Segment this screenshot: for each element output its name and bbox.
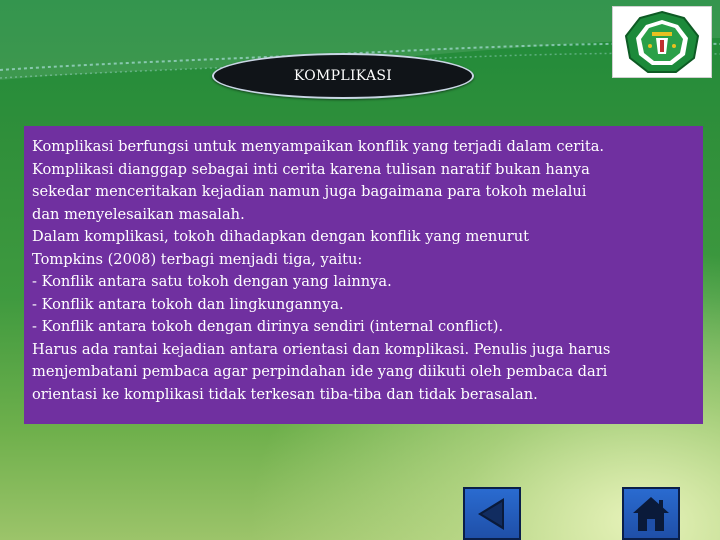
content-line-5: Dalam komplikasi, tokoh dihadapkan dengan konflik yang menurut bbox=[32, 228, 529, 245]
university-logo bbox=[612, 6, 712, 78]
content-line-10: Harus ada rantai kejadian antara orientasi dan komplikasi. Penulis juga harus bbox=[32, 340, 611, 358]
content-line-2: Komplikasi dianggap sebagai inti cerita karena tulisan naratif bukan hanya bbox=[32, 160, 590, 178]
university-seal-icon bbox=[618, 10, 706, 74]
content-line-4: dan menyelesaikan masalah. bbox=[32, 205, 245, 223]
slide-title-banner bbox=[212, 53, 474, 99]
content-line-1: Komplikasi berfungsi untuk menyampaikan konflik yang terjadi dalam cerita. bbox=[32, 138, 605, 155]
content-panel bbox=[24, 126, 703, 424]
content-line-12: orientasi ke komplikasi tidak terkesan tiba-tiba dan tidak berasalan. bbox=[32, 385, 538, 403]
content-line-3: sekedar menceritakan kejadian namun juga bagaimana para tokoh melalui bbox=[32, 183, 587, 200]
content-line-7: - Konflik antara satu tokoh dengan yang lainnya. bbox=[32, 273, 392, 290]
back-arrow-icon bbox=[472, 494, 512, 534]
content-line-6: Tompkins (2008) terbagi menjadi tiga, yaitu: bbox=[32, 250, 363, 268]
content-line-8: - Konflik antara tokoh dan lingkungannya. bbox=[32, 295, 344, 313]
slide-title: KOMPLIKASI bbox=[293, 68, 393, 84]
home-icon bbox=[629, 493, 673, 535]
back-button[interactable] bbox=[463, 487, 521, 540]
home-button[interactable] bbox=[622, 487, 680, 540]
content-line-9: - Konflik antara tokoh dengan dirinya sendiri (internal conflict). bbox=[32, 318, 504, 335]
content-line-11: menjembatani pembaca agar perpindahan ide yang diikuti oleh pembaca dari bbox=[32, 363, 608, 380]
